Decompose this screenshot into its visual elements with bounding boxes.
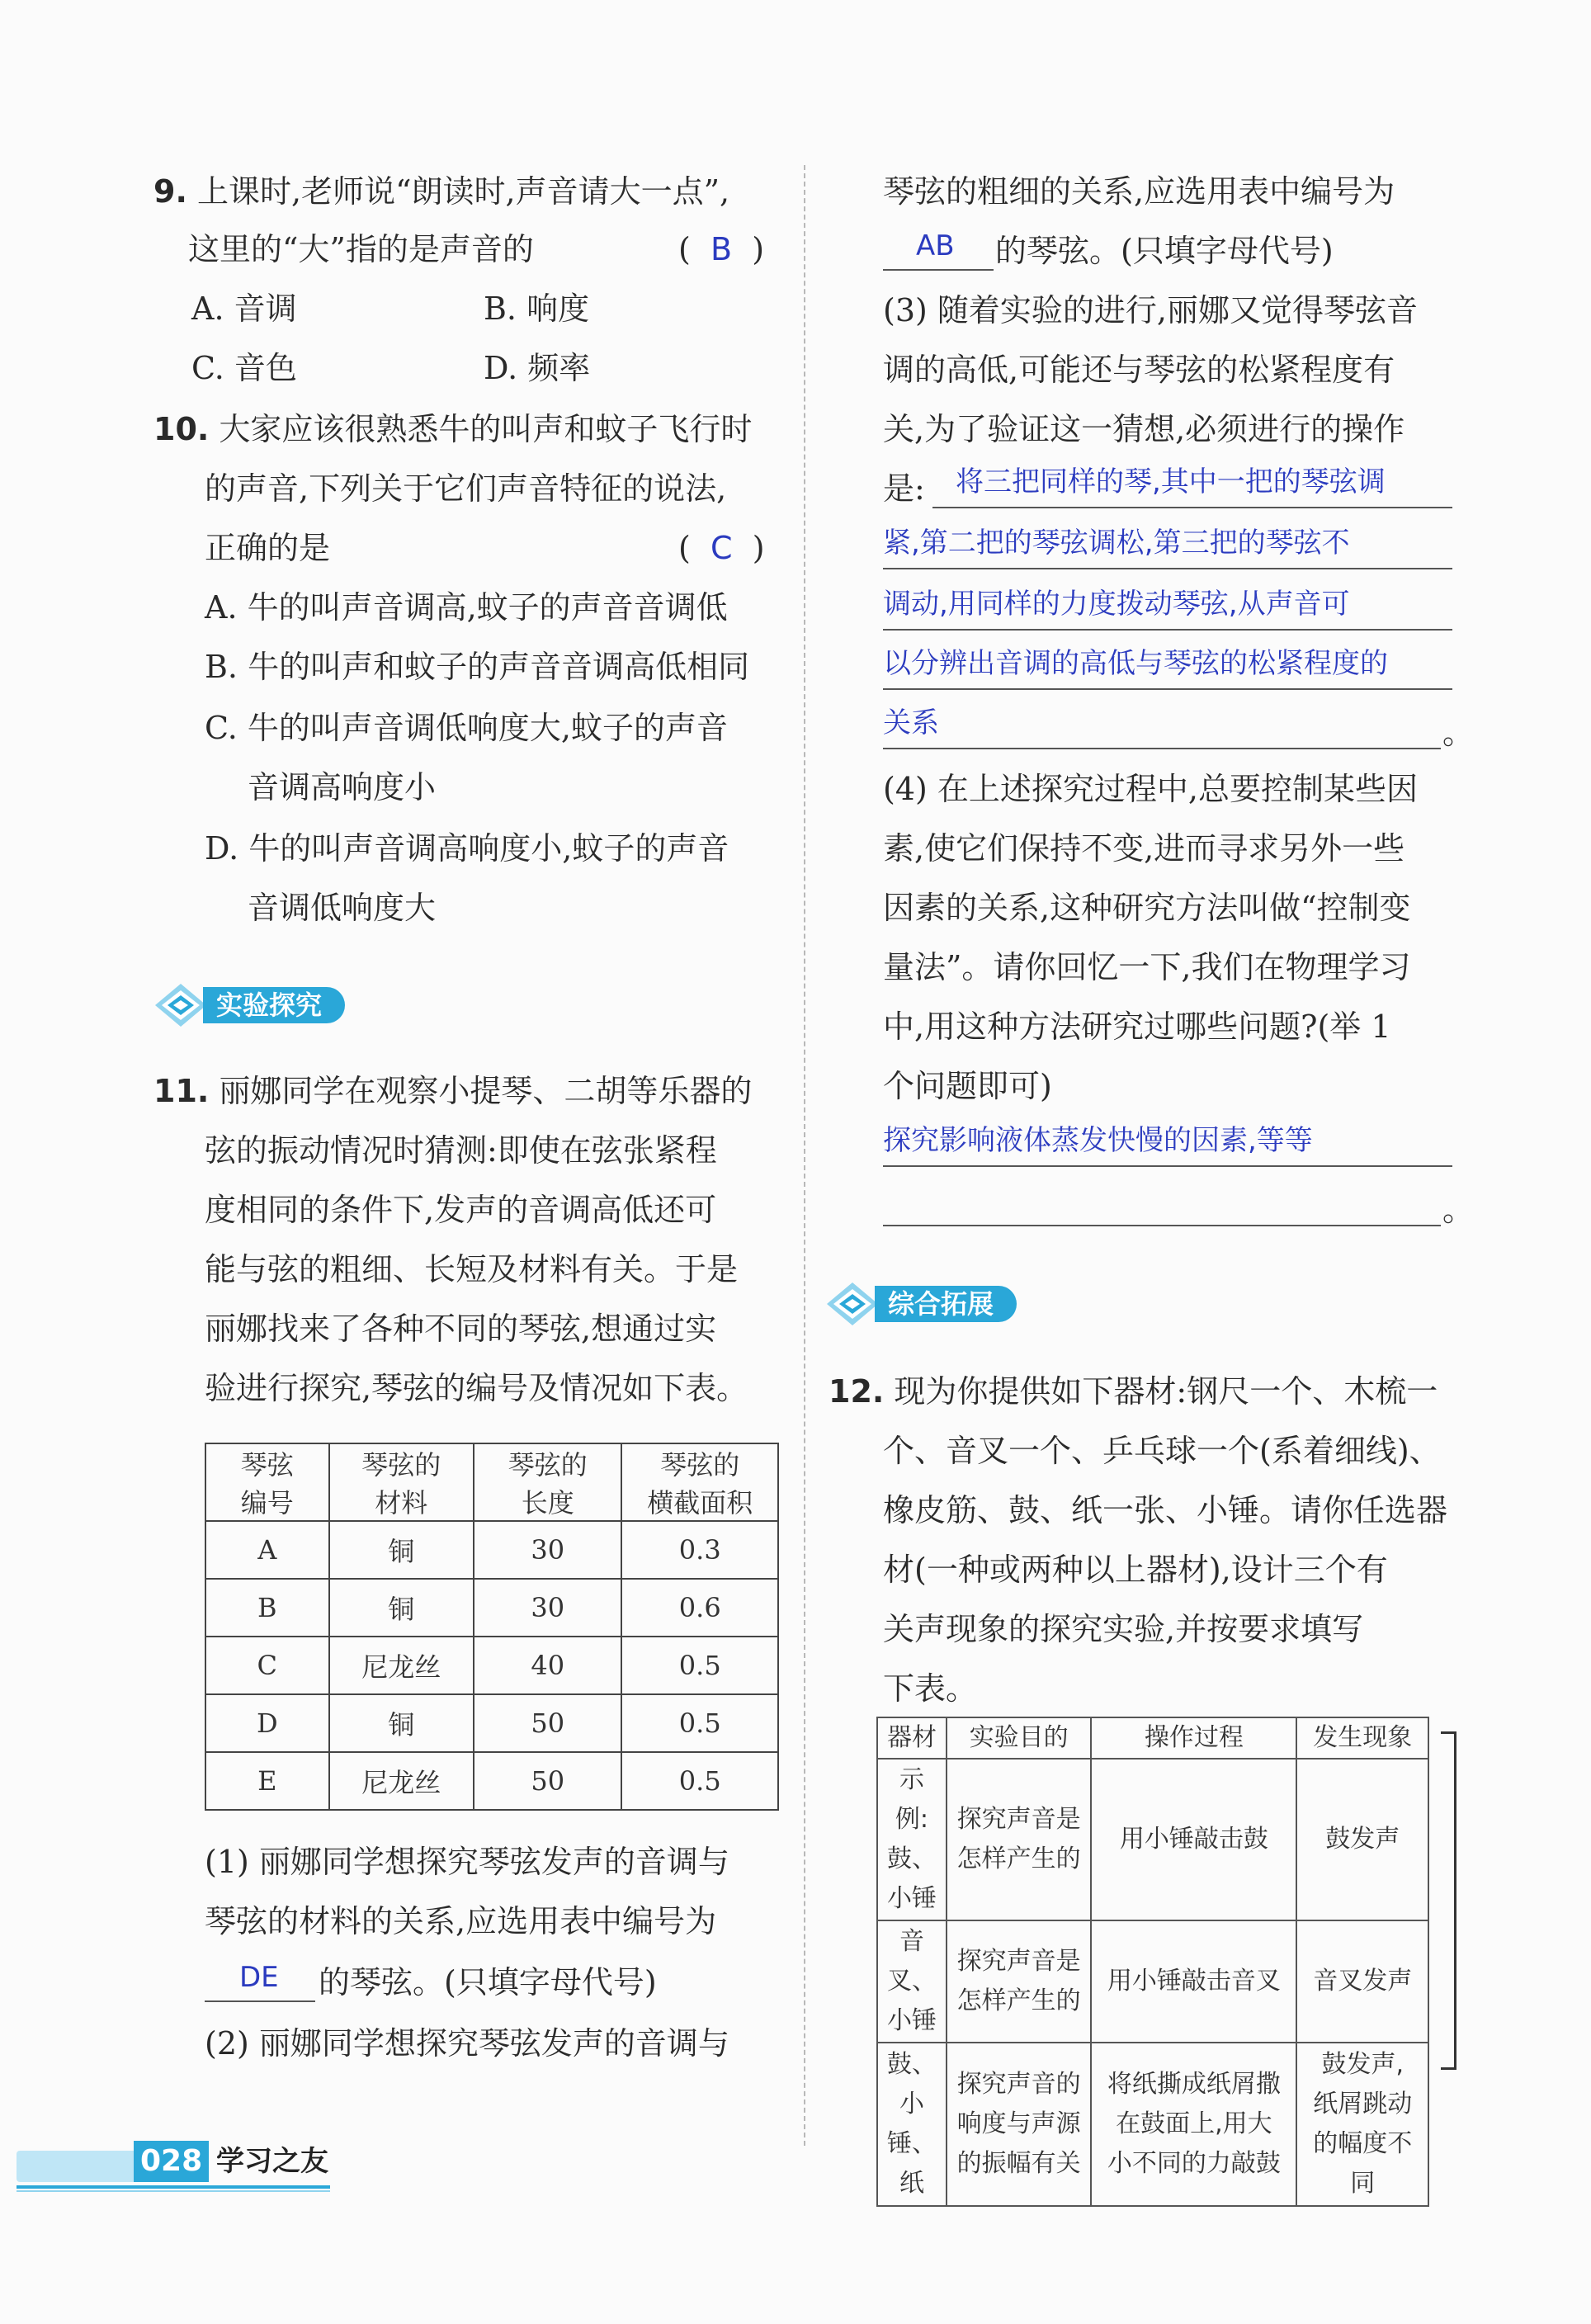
q11-line1 xyxy=(153,1061,752,1122)
table-row xyxy=(205,1521,778,1579)
q12-stem-1: 现为你提供如下器材:钢尺一个、木梳一 xyxy=(894,1373,1438,1410)
q11-part4-end: 。 xyxy=(1442,1192,1475,1228)
cell-process: 将纸撕成纸屑撒 在鼓面上,用大 小不同的力敲鼓 xyxy=(1091,2043,1296,2206)
cell-id: C xyxy=(205,1637,329,1694)
cell-length: 30 xyxy=(474,1521,621,1579)
cell-area: 0.5 xyxy=(621,1694,778,1752)
q11-part4-line4: 量法”。请你回忆一下,我们在物理学习 xyxy=(883,949,1411,985)
diamond-pattern-icon xyxy=(825,1281,880,1327)
cell-purpose: 探究声音是 怎样产生的 xyxy=(947,1920,1091,2043)
table-row xyxy=(205,1579,778,1637)
q11-part2-line2: 琴弦的粗细的关系,应选用表中编号为 xyxy=(883,173,1395,210)
cell-material: 铜 xyxy=(329,1694,474,1752)
q11-number: 11. xyxy=(153,1073,210,1109)
q12-stem-3: 橡皮筋、鼓、纸一张、小锤。请你任选器 xyxy=(883,1492,1448,1528)
q9-option-d: D. 频率 xyxy=(484,350,591,386)
q10-option-b: B. 牛的叫声和蚊子的声音音调高低相同 xyxy=(205,649,750,685)
q12-stem-2: 个、音叉一个、乒乓球一个(系着细线)、 xyxy=(883,1433,1441,1469)
q9-option-a: A. 音调 xyxy=(191,290,297,327)
column-divider xyxy=(804,165,805,2146)
q11-part3-line2: 调的高低,可能还与琴弦的松紧程度有 xyxy=(883,352,1395,388)
q11-part3-prefix: 是: xyxy=(883,470,925,507)
cell-result: 鼓发声, 纸屑跳动 的幅度不 同 xyxy=(1296,2043,1428,2206)
q9-number: 9. xyxy=(153,173,187,210)
q12-stem-5: 关声现象的探究实验,并按要求填写 xyxy=(883,1611,1364,1647)
page-number: 028 xyxy=(134,2141,209,2182)
q11-part3-end: 。 xyxy=(1442,715,1475,751)
q11-part4-answer: 探究影响液体蒸发快慢的因素,等等 xyxy=(883,1124,1313,1157)
book-title: 学习之友 xyxy=(216,2145,328,2178)
cell-area: 0.3 xyxy=(621,1521,778,1579)
q11-part1-answer: DE xyxy=(239,1961,279,1994)
cell-material: 尼龙丝 xyxy=(329,1637,474,1694)
cell-result: 鼓发声 xyxy=(1296,1759,1428,1920)
q11-part1-line1: (1) 丽娜同学想探究琴弦发声的音调与 xyxy=(205,1844,729,1880)
cell-area: 0.5 xyxy=(621,1637,778,1694)
q11-part3-answer-2: 紧,第二把的琴弦调松,第三把的琴弦不 xyxy=(883,527,1350,560)
table-row xyxy=(877,1759,1428,1920)
q9-line1 xyxy=(153,162,729,222)
q10-option-d-2: 音调低响度大 xyxy=(248,890,437,926)
q11-part3-answer-5: 关系 xyxy=(883,706,939,739)
cell-equipment: 音 叉、 小锤 xyxy=(877,1920,947,2043)
q11-stem-2: 弦的振动情况时猜测:即使在弦张紧程 xyxy=(205,1132,717,1169)
q9-answer-paren: ( B ) xyxy=(678,231,765,267)
cell-id: B xyxy=(205,1579,329,1637)
cell-id: D xyxy=(205,1694,329,1752)
q11-part4-line3: 因素的关系,这种研究方法叫做“控制变 xyxy=(883,890,1411,926)
q12-stem-4: 材(一种或两种以上器材),设计三个有 xyxy=(883,1552,1388,1588)
q12-number: 12. xyxy=(829,1373,885,1410)
cell-id: E xyxy=(205,1752,329,1810)
cell-material: 铜 xyxy=(329,1579,474,1637)
table-row xyxy=(877,1920,1428,2043)
q11-stem-3: 度相同的条件下,发声的音调高低还可 xyxy=(205,1192,717,1228)
header-cross-section: 琴弦的 横截面积 xyxy=(621,1443,778,1521)
table-row xyxy=(205,1637,778,1694)
q11-part4-line2: 素,使它们保持不变,进而寻求另外一些 xyxy=(883,830,1405,867)
strings-table xyxy=(205,1443,779,1811)
header-purpose: 实验目的 xyxy=(947,1717,1091,1759)
diamond-pattern-icon xyxy=(153,982,208,1028)
cell-length: 40 xyxy=(474,1637,621,1694)
header-string-id: 琴弦 编号 xyxy=(205,1443,329,1521)
cell-purpose: 探究声音的 响度与声源 的振幅有关 xyxy=(947,2043,1091,2206)
header-length: 琴弦的 长度 xyxy=(474,1443,621,1521)
cell-result: 音叉发声 xyxy=(1296,1920,1428,2043)
q10-stem-1: 大家应该很熟悉牛的叫声和蚊子飞行时 xyxy=(219,411,753,447)
header-equipment: 器材 xyxy=(877,1717,947,1759)
q11-stem-5: 丽娜找来了各种不同的琴弦,想通过实 xyxy=(205,1311,717,1347)
q11-part3-line1: (3) 随着实验的进行,丽娜又觉得琴弦音 xyxy=(883,292,1418,328)
q11-part3-answer-3: 调动,用同样的力度拨动琴弦,从声音可 xyxy=(883,588,1350,621)
table-row xyxy=(877,2043,1428,2206)
q10-number: 10. xyxy=(153,411,210,447)
section-title-experiment: 实验探究 xyxy=(203,987,345,1023)
q12-line1 xyxy=(829,1362,1438,1422)
q10-stem-2: 的声音,下列关于它们声音特征的说法, xyxy=(205,470,727,507)
q11-stem-1: 丽娜同学在观察小提琴、二胡等乐器的 xyxy=(219,1073,753,1109)
section-banner-extension xyxy=(825,1281,1048,1327)
cell-length: 50 xyxy=(474,1694,621,1752)
header-material: 琴弦的 材料 xyxy=(329,1443,474,1521)
cell-equipment: 鼓、 小 锤、 纸 xyxy=(877,2043,947,2206)
section-title-extension: 综合拓展 xyxy=(875,1286,1017,1322)
q11-part3-answer-1: 将三把同样的琴,其中一把的琴弦调 xyxy=(956,465,1386,498)
q10-line1 xyxy=(153,399,752,460)
q11-part4-answer-line-2 xyxy=(883,1225,1441,1226)
q10-answer: C xyxy=(710,530,733,566)
q11-part3-answer-line-5 xyxy=(883,748,1441,749)
cell-id: A xyxy=(205,1521,329,1579)
q11-part2-line1: (2) 丽娜同学想探究琴弦发声的音调与 xyxy=(205,2025,729,2062)
q9-option-c: C. 音色 xyxy=(191,350,297,386)
q10-answer-paren: ( C ) xyxy=(678,530,765,566)
cell-length: 50 xyxy=(474,1752,621,1810)
q10-option-a: A. 牛的叫声音调高,蚊子的声音音调低 xyxy=(205,589,728,626)
q11-part2-tail: 的琴弦。(只填字母代号) xyxy=(995,233,1334,269)
experiment-table xyxy=(876,1717,1429,2207)
q11-part2-answer: AB xyxy=(916,229,955,262)
cell-process: 用小锤敲击鼓 xyxy=(1091,1759,1296,1920)
section-banner-experiment xyxy=(153,982,368,1028)
q11-stem-4: 能与弦的粗细、长短及材料有关。于是 xyxy=(205,1251,739,1287)
q11-part4-line5: 中,用这种方法研究过哪些问题?(举 1 xyxy=(883,1008,1391,1045)
cell-length: 30 xyxy=(474,1579,621,1637)
q11-part3-answer-4: 以分辨出音调的高低与琴弦的松紧程度的 xyxy=(883,647,1388,680)
table-row xyxy=(205,1752,778,1810)
header-process: 操作过程 xyxy=(1091,1717,1296,1759)
cell-process: 用小锤敲击音叉 xyxy=(1091,1920,1296,2043)
q9-option-b: B. 响度 xyxy=(484,290,590,327)
cell-area: 0.6 xyxy=(621,1579,778,1637)
q11-stem-6: 验进行探究,琴弦的编号及情况如下表。 xyxy=(205,1370,748,1406)
header-result: 发生现象 xyxy=(1296,1717,1428,1759)
q11-part1-line2: 琴弦的材料的关系,应选用表中编号为 xyxy=(205,1903,717,1939)
cell-purpose: 探究声音是 怎样产生的 xyxy=(947,1759,1091,1920)
q12-stem-6: 下表。 xyxy=(883,1670,978,1707)
q10-stem-3: 正确的是 xyxy=(205,530,331,566)
strings-table-header xyxy=(205,1443,778,1521)
table-side-bracket xyxy=(1441,1731,1456,2070)
q11-part4-line6: 个问题即可) xyxy=(883,1068,1052,1104)
q11-part4-line1: (4) 在上述探究过程中,总要控制某些因 xyxy=(883,771,1418,807)
cell-equipment: 示 例: 鼓、 小锤 xyxy=(877,1759,947,1920)
cell-material: 尼龙丝 xyxy=(329,1752,474,1810)
q10-option-c-1: C. 牛的叫声音调低响度大,蚊子的声音 xyxy=(205,710,728,746)
q9-answer: B xyxy=(710,231,733,267)
q9-stem-1: 上课时,老师说“朗读时,声音请大一点”, xyxy=(196,173,730,210)
cell-area: 0.5 xyxy=(621,1752,778,1810)
q11-part1-tail: 的琴弦。(只填字母代号) xyxy=(319,1964,657,2000)
cell-material: 铜 xyxy=(329,1521,474,1579)
q11-part3-line3: 关,为了验证这一猜想,必须进行的操作 xyxy=(883,411,1405,447)
table-row xyxy=(205,1694,778,1752)
q10-option-d-1: D. 牛的叫声音调高响度小,蚊子的声音 xyxy=(205,830,729,867)
experiment-table-header xyxy=(877,1717,1428,1759)
q10-option-c-2: 音调高响度小 xyxy=(248,769,437,805)
q9-stem-2: 这里的“大”指的是声音的 xyxy=(188,231,534,267)
